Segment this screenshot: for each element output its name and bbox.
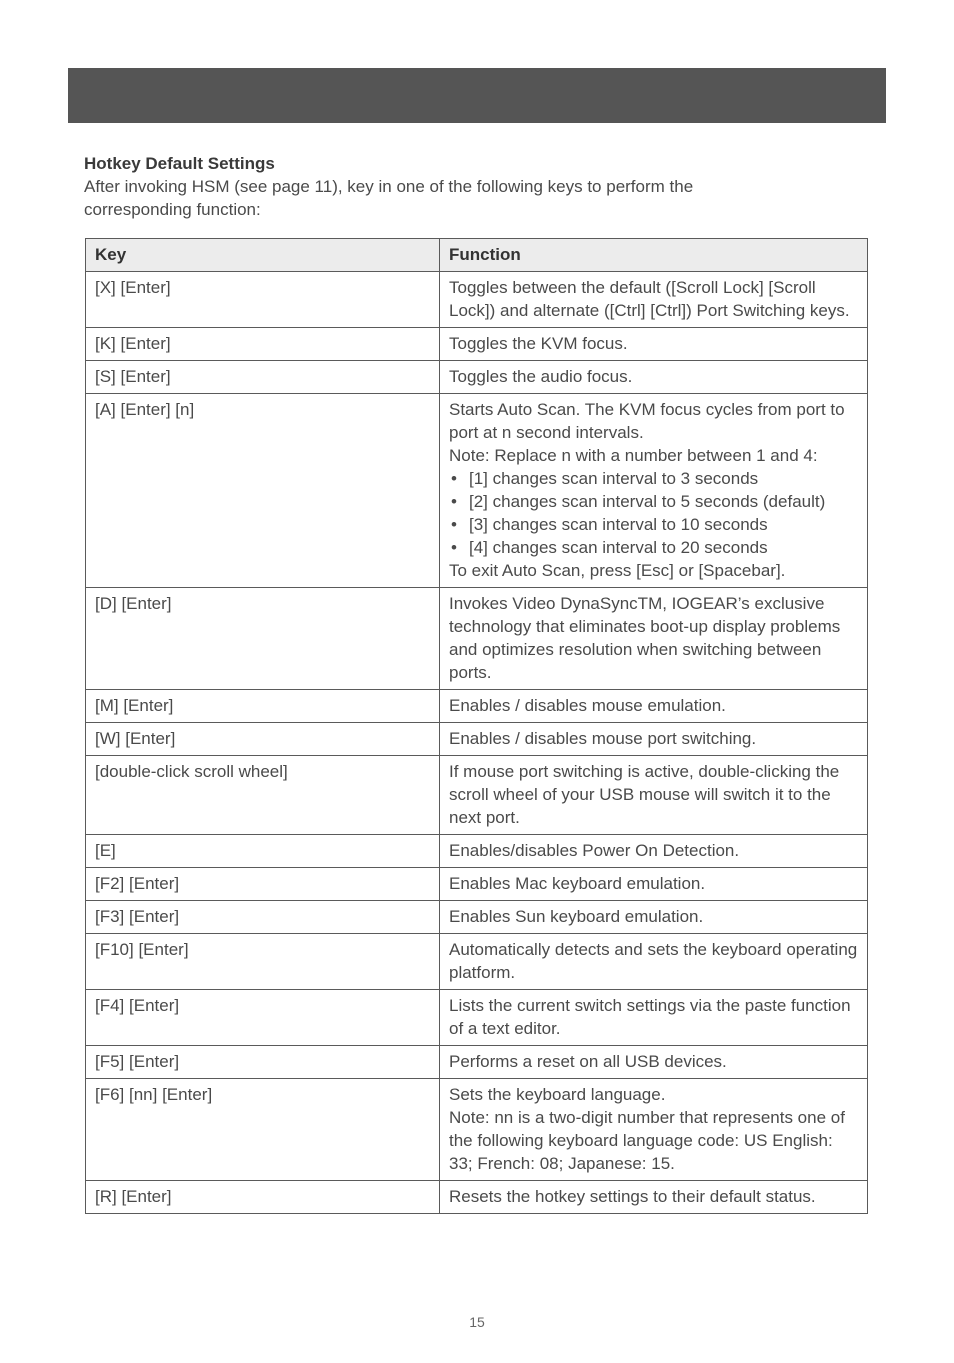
bullet-item: • [2] changes scan interval to 5 seconds (default)	[449, 490, 858, 513]
header-function: Function	[440, 239, 868, 272]
function-text: Resets the hotkey settings to their default status.	[449, 1187, 816, 1206]
table-row	[86, 588, 868, 690]
key-cell: [F6] [nn] [Enter]	[86, 1079, 440, 1181]
table-header-row	[86, 239, 868, 272]
bullet-item: • [4] changes scan interval to 20 seconds	[449, 536, 858, 559]
function-cell	[440, 756, 868, 835]
key-cell: [F3] [Enter]	[86, 901, 440, 934]
key-cell: [F10] [Enter]	[86, 934, 440, 990]
function-cell	[440, 690, 868, 723]
key-cell: [S] [Enter]	[86, 361, 440, 394]
table-row	[86, 328, 868, 361]
function-text: Performs a reset on all USB devices.	[449, 1052, 727, 1071]
key-cell: [F4] [Enter]	[86, 990, 440, 1046]
key-cell: [F2] [Enter]	[86, 868, 440, 901]
table-row	[86, 901, 868, 934]
function-cell	[440, 328, 868, 361]
table-row	[86, 1046, 868, 1079]
table-row	[86, 272, 868, 328]
table-row	[86, 1079, 868, 1181]
table-row	[86, 868, 868, 901]
function-text: Toggles the KVM focus.	[449, 334, 628, 353]
function-cell	[440, 934, 868, 990]
function-text: Enables/disables Power On Detection.	[449, 841, 740, 860]
function-cell	[440, 868, 868, 901]
function-text: Toggles between the default ([Scroll Lock] [Scroll Lock]) and alternate ([Ctrl] [Ctrl]) Port Switching keys.	[449, 278, 850, 320]
function-text: Note: Replace n with a number between 1 and 4:	[449, 446, 818, 465]
key-cell: [M] [Enter]	[86, 690, 440, 723]
function-text: Lists the current switch settings via the paste function of a text editor.	[449, 996, 851, 1038]
key-cell: [R] [Enter]	[86, 1181, 440, 1214]
table-row	[86, 835, 868, 868]
key-cell: [D] [Enter]	[86, 588, 440, 690]
key-cell: [K] [Enter]	[86, 328, 440, 361]
function-cell	[440, 361, 868, 394]
table-row	[86, 1181, 868, 1214]
page-number: 15	[469, 1314, 485, 1330]
function-text: If mouse port switching is active, double-clicking the scroll wheel of your USB mouse will switch it to the next port.	[449, 762, 840, 827]
function-cell	[440, 588, 868, 690]
function-cell	[440, 901, 868, 934]
function-text: Enables Sun keyboard emulation.	[449, 907, 704, 926]
function-cell	[440, 723, 868, 756]
table-row	[86, 394, 868, 588]
bullet-item: • [3] changes scan interval to 10 seconds	[449, 513, 858, 536]
key-cell: [E]	[86, 835, 440, 868]
table-row	[86, 990, 868, 1046]
header-key: Key	[86, 239, 440, 272]
function-text: Starts Auto Scan. The KVM focus cycles from port to port at n second intervals.	[449, 400, 845, 442]
key-cell: [F5] [Enter]	[86, 1046, 440, 1079]
function-cell	[440, 272, 868, 328]
function-cell	[440, 1046, 868, 1079]
function-text: Enables / disables mouse port switching.	[449, 729, 757, 748]
function-text: Automatically detects and sets the keyboard operating platform.	[449, 940, 858, 982]
key-cell: [double-click scroll wheel]	[86, 756, 440, 835]
function-cell	[440, 990, 868, 1046]
header-bar	[68, 68, 886, 123]
function-text: Toggles the audio focus.	[449, 367, 633, 386]
hotkey-table	[85, 238, 868, 1214]
function-cell	[440, 1181, 868, 1214]
function-cell	[440, 1079, 868, 1181]
function-text: To exit Auto Scan, press [Esc] or [Spacebar].	[449, 561, 786, 580]
key-cell: [W] [Enter]	[86, 723, 440, 756]
function-text: Enables Mac keyboard emulation.	[449, 874, 706, 893]
table-row	[86, 690, 868, 723]
function-text: Note: nn is a two-digit number that represents one of the following keyboard language code: US English: 33; French: 08; Japanese: 15.	[449, 1108, 845, 1173]
section-title: Hotkey Default Settings	[84, 154, 275, 173]
table-row	[86, 756, 868, 835]
key-cell: [A] [Enter] [n]	[86, 394, 440, 588]
function-cell	[440, 394, 868, 588]
table-row	[86, 723, 868, 756]
function-cell	[440, 835, 868, 868]
section-description: After invoking HSM (see page 11), key in one of the following keys to perform the corresponding function:	[84, 177, 694, 219]
bullet-item: • [1] changes scan interval to 3 seconds	[449, 467, 858, 490]
function-text: Sets the keyboard language.	[449, 1085, 666, 1104]
function-text: Invokes Video DynaSyncTM, IOGEAR’s exclusive technology that eliminates boot-up display problems and optimizes resolution when switching between ports.	[449, 594, 841, 682]
table-row	[86, 934, 868, 990]
key-cell: [X] [Enter]	[86, 272, 440, 328]
table-body	[86, 272, 868, 1214]
intro	[84, 152, 874, 221]
table-row	[86, 361, 868, 394]
function-text: Enables / disables mouse emulation.	[449, 696, 726, 715]
